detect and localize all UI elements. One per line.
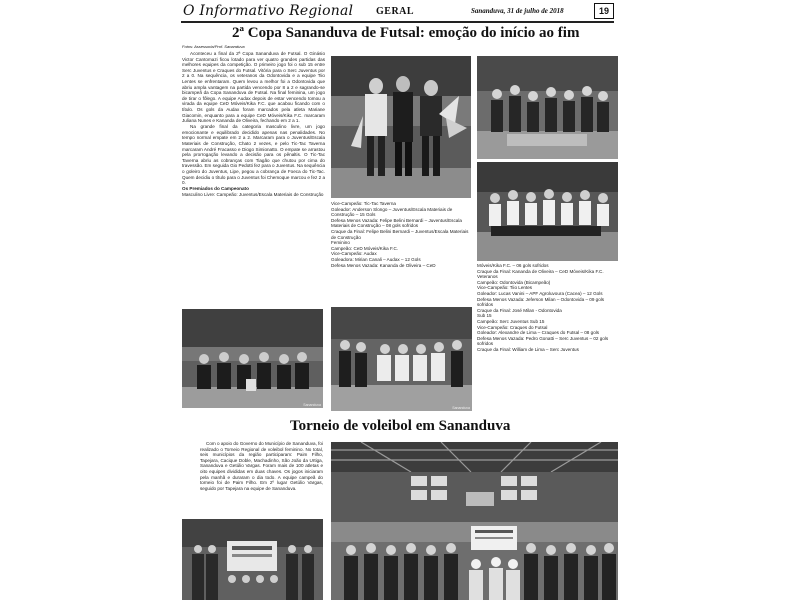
- header-rule: [181, 21, 614, 23]
- photo-women-team: [331, 307, 472, 411]
- photo-credit: Fotos: Assessoria/Prof. Sananduva: [182, 44, 245, 49]
- photo-volleyball-gym: [331, 442, 618, 600]
- award-line: Craque da Final: Felipe Belini Bernardi – Juventus/Escala Materiais de Construção: [331, 228, 469, 240]
- photo-volleyball-group-small: [182, 519, 323, 600]
- award-line: Vice-Campeão: Tiio Lentes: [477, 285, 533, 291]
- article-headline-futsal: 2ª Copa Sananduva de Futsal: emoção do início ao fim: [232, 25, 580, 41]
- article-column-1: [182, 51, 325, 307]
- award-line: Goleador: Anderson Slongo – Juventus/Escala Materiais de Construção – 15 Gols: [331, 206, 453, 218]
- award-category: Sub 15: [477, 313, 492, 319]
- photo-team-celebration: [477, 56, 618, 159]
- award-line: Craque da Final: Kananda de Oliveira – CeD Móveis/Kika F.C.: [477, 268, 604, 274]
- award-line: Goleador: Alexandre de Lima – Craques do Futsal – 08 gols: [477, 330, 600, 336]
- photo-watermark: Sananduva: [452, 406, 470, 410]
- photo-watermark: Sananduva: [303, 403, 321, 407]
- award-line: Móveis/Kika F.C. – 06 gols sofridos: [477, 263, 549, 268]
- page-number: 19: [594, 3, 614, 19]
- photo-trophy-players: [331, 56, 471, 198]
- award-category: Feminino: [331, 240, 350, 246]
- award-line: Defesa Menos Vazada: Kananda de Oliveira – CeD: [331, 262, 436, 268]
- award-line: Craque da Final: William de Lima – Serc Juventus: [477, 346, 579, 352]
- award-line: Goleador: Lucas Vanini – APF Agroluvoura (Cacea) – 12 Gols: [477, 290, 603, 296]
- paragraph: Na grande final da categoria masculino livre, um jogo emocionante e equilibrado decidido apenas nas penalidades. No tempo normal empate em 2 a 2. Marcaram para o Juventus/Escala Materiais de Construção, Chato 2 vezes, e pelo Tic-Tac Taverna marcaram André Fracasso e Diogo Simionatto. O empate se arrastou pela prorrogação levando a decisão para os pênaltis. O Tic-Tac Taverna abriu as cobranças com Tiagão que chutou por cima do travessão. Em seguida Gio Pedotti fez para o Juventus. Na sequência o goleiro do Juventus, Lipe, pegou a cobrança de Foeca do Tic-Tac. Quem decidiu o título para o Juventus foi Chemoque marcou e fez 2 a 0.: [182, 124, 325, 186]
- section-label: GERAL: [376, 6, 415, 17]
- article-headline-volleyball: Torneio de voleibol em Sananduva: [290, 418, 511, 434]
- award-line: Vice-Campeão: Tic-Tac Taverna: [331, 201, 396, 206]
- masthead: O Informativo Regional: [183, 3, 354, 19]
- paragraph: Com o apoio do Governo do Município de Sananduva, foi realizado o Torneio Regional de voleibol feminino. No total, seis municípios da região participaram: Paim Filho, Tapejara, Cacique Doble, Machadinho, São João da Urtiga, Sananduva e Getúlio Vargas. Foram mais de 100 atletas e oito equipes divididas em duas chaves. Os jogos iniciaram pela manhã e duraram o dia todo. A equipe campeã do torneio foi de Paim Filho. Em 2º lugar Getúlio Vargas, seguido por Tapejara na equipe de Sananduva.: [200, 441, 323, 491]
- award-line: Craque da Final: José Milan - Odontovida: [477, 307, 562, 313]
- photo-team-group: [477, 162, 618, 261]
- page-header: [181, 3, 614, 21]
- issue-date: Sananduva, 31 de julho de 2018: [471, 7, 564, 15]
- award-line: Defesa Menos Vazada: Jeferson Milan – Odontovida – 09 gols sofridos: [477, 296, 605, 308]
- award-line: Campeão: Serc Juventus Sub 15: [477, 318, 545, 324]
- article-column-volleyball: [200, 441, 323, 517]
- award-line: Goleadora: Mirian Canali – Audax – 12 Gols: [331, 256, 421, 262]
- award-category: Veteranos: [477, 274, 498, 280]
- award-line: Campeão: CeD Móveis/Kika F.C.: [331, 245, 399, 251]
- article-column-2: [331, 201, 472, 305]
- paragraph: Masculino Livre: Campeão: Juventus/Escala Materiais de Construção: [182, 192, 324, 198]
- paragraph: Aconteceu a final da 2ª Copa Sananduva de Futsal. O Ginásio Victor Cantomazi ficou lotado para ver quatro grandes partidas das melhores equipes da competição. O primeiro jogo foi o sub 15 entre Serc Juventus e Craques do Futsal. Vitória para o Serc Juventus por 2 a 0. Na sequência, os veteranos da Odontovida e a equipe Tiio Lentes se enfrentaram. Quem levou a melhor foi a Odontovida que abriu ampla vantagem na partida vencendo por 8 a 2 e sagrando-se bicampeã da Copa Sananduva de Futsal. Na final feminina, um jogo de tirar o fôlego. A equipe Audax depois de estar vencendo tomou a virada da equipe CeD Móveis/Kika F.C. que acabou ficando com o título. Os gols da Audax foram marcados pela atleta Mariane Giacomin, enquanto para a equipe CeD Móveis/Kika F.C. marcaram Juliana Nunes e Kananda de Oliveira, fechando em 2 a 1.: [182, 51, 325, 124]
- award-line: Defesa Menos Vazada: Pedro Gonatti – Serc Juventus – 02 gols sofridos: [477, 335, 609, 347]
- award-line: Vice-Campeão: Craques do Futsal: [477, 324, 548, 330]
- photo-team-kneeling: [182, 309, 323, 408]
- subheading-awards: Os Premiados do Campeonato: [182, 186, 249, 192]
- article-column-3: [477, 263, 618, 413]
- award-line: Defesa Menos Vazada: Felipe Belini Bernardi – Juventus/Escala Materiais de Construção – 08 gols sofridos: [331, 217, 462, 229]
- award-line: Campeão: Odontovida (Bicampeão): [477, 279, 551, 285]
- award-line: Vice-Campeão: Audax: [331, 251, 377, 257]
